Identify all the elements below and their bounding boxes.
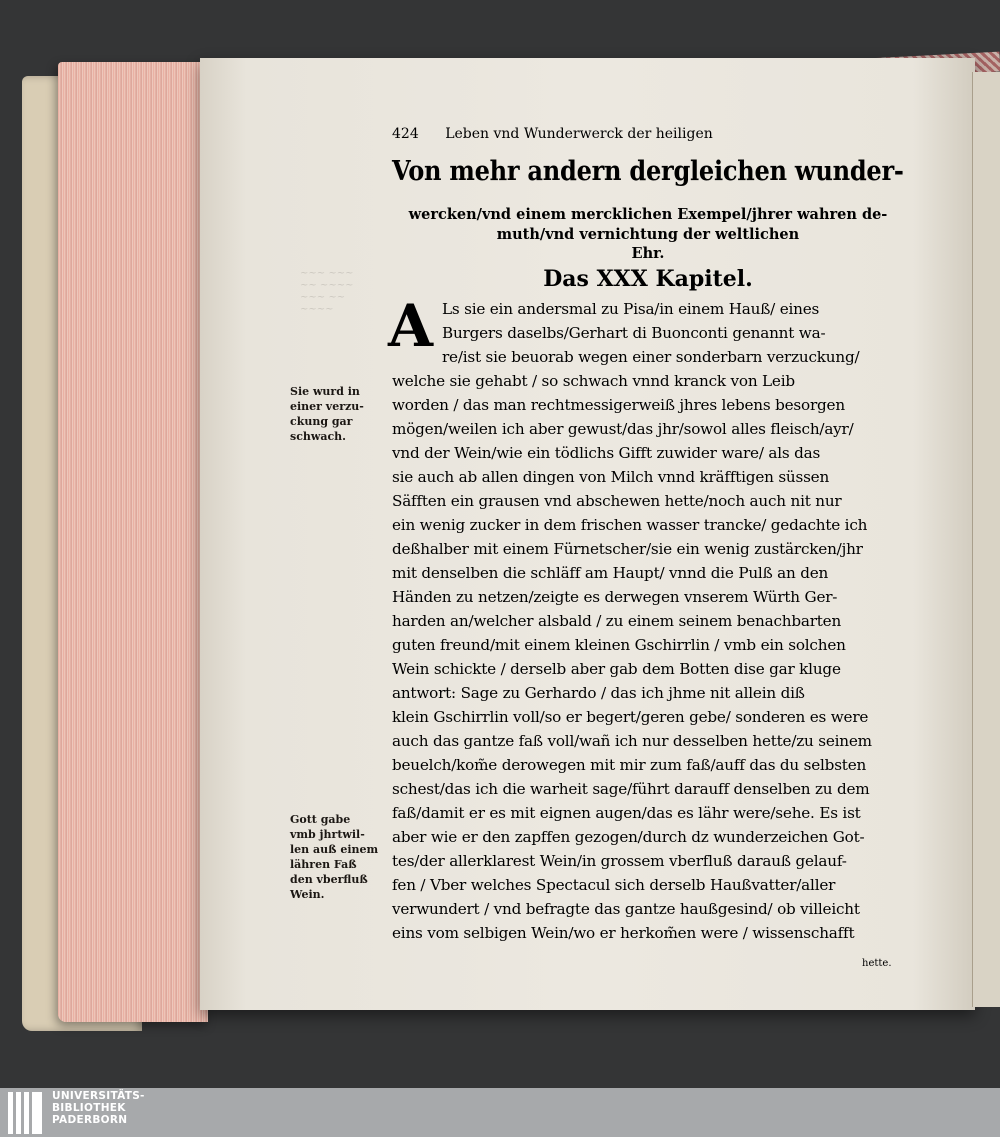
body-line: Wein schickte / derselb aber gab dem Botten dise gar kluge (392, 660, 841, 678)
margin-note-line: Gott gabe (290, 813, 351, 826)
margin-note-line: schwach. (290, 430, 347, 443)
body-line: welche sie gehabt / so schwach vnnd kranck von Leib (392, 372, 795, 390)
page-number: 424 (392, 126, 419, 142)
margin-note-line: einer verzu- (290, 400, 364, 413)
footer-bar (0, 1088, 1000, 1137)
body-line: Säfften ein grausen vnd abschewen hette/noch auch nit nur (392, 492, 842, 510)
margin-note-line: Sie wurd in (290, 385, 360, 398)
body-line: Burgers daselbs/Gerhart di Buonconti genannt wa- (442, 324, 826, 342)
margin-note-2 (290, 812, 386, 902)
running-head (392, 126, 812, 142)
library-name-line-2: BIBLIOTHEK (52, 1102, 126, 1114)
body-line: eins vom selbigen Wein/wo er herkom̃en were / wissenschafft (392, 924, 855, 942)
body-line: re/ist sie beuorab wegen einer sonderbarn verzuckung/ (442, 348, 860, 366)
subtitle-line-1: wercken/vnd einem mercklichen Exempel/jhrer wahren de- (408, 206, 888, 223)
body-line: faß/damit er es mit eignen augen/das es lähr were/sehe. Es ist (392, 804, 861, 822)
library-logo-text (52, 1090, 145, 1126)
body-line: mögen/weilen ich aber gewust/das jhr/sowol alles fleisch/ayr/ (392, 420, 854, 438)
body-line: tes/der allerklarest Wein/in grossem vberfluß darauß gelauf- (392, 852, 847, 870)
body-line: Ls sie ein andersmal zu Pisa/in einem Hauß/ eines (442, 300, 820, 318)
body-line: aber wie er den zapffen gezogen/durch dz wunderzeichen Got- (392, 828, 865, 846)
body-line: deßhalber mit einem Fürnetscher/sie ein wenig zustärcken/jhr (392, 540, 863, 558)
body-line: verwundert / vnd befragte das gantze haußgesind/ ob villeicht (392, 900, 860, 918)
subtitle-line-3: Ehr. (631, 245, 665, 262)
page-edges (58, 62, 208, 1022)
margin-note-1 (290, 384, 386, 444)
margin-note-line: vmb jhrtwil- (290, 828, 365, 841)
library-name-line-1: UNIVERSITÄTS- (52, 1090, 145, 1102)
margin-note-line: lähren Faß (290, 858, 357, 871)
library-name-line-3: PADERBORN (52, 1114, 128, 1126)
margin-note-line: Wein. (290, 888, 325, 901)
running-head-text: Leben vnd Wunderwerck der heiligen (445, 126, 713, 142)
body-line: sie auch ab allen dingen von Milch vnnd kräfftigen süssen (392, 468, 830, 486)
body-line: schest/das ich die warheit sage/führt darauff denselben zu dem (392, 780, 870, 798)
body-line: mit denselben die schläff am Haupt/ vnnd die Pulß an den (392, 564, 829, 582)
body-line: vnd der Wein/wie ein tödlichs Gifft zuwider ware/ als das (392, 444, 821, 462)
margin-note-line: len auß einem (290, 843, 379, 856)
body-line: Händen zu netzen/zeigte es derwegen vnserem Würth Ger- (392, 588, 838, 606)
body-line: guten freund/mit einem kleinen Gschirrlin / vmb ein solchen (392, 636, 846, 654)
body-line: beuelch/kom̃e derowegen mit mir zum faß/auff das du selbsten (392, 756, 867, 774)
show-through: ~~~ ~~~ ~~ ~~~~ ~~~ ~~ ~~~~ (300, 268, 354, 315)
facing-page-edge (972, 72, 1000, 1007)
body-line: ein wenig zucker in dem frischen wasser trancke/ gedachte ich (392, 516, 868, 534)
chapter-heading: Das XXX Kapitel. (543, 266, 753, 292)
body-line: antwort: Sage zu Gerhardo / das ich jhme nit allein diß (392, 684, 805, 702)
subtitle-line-2: muth/vnd vernichtung der weltlichen (496, 226, 800, 243)
margin-note-line: ckung gar (290, 415, 353, 428)
section-title: Von mehr andern dergleichen wunder- (392, 156, 904, 187)
body-line: worden / das man rechtmessigerweiß jhres lebens besorgen (392, 396, 845, 414)
catchword: hette. (862, 958, 892, 969)
library-logo-icon (8, 1092, 48, 1134)
body-line: klein Gschirrlin voll/so er begert/geren gebe/ sonderen es were (392, 708, 869, 726)
drop-cap: A (388, 292, 434, 360)
body-line: fen / Vber welches Spectacul sich derselb Haußvatter/aller (392, 876, 836, 894)
body-line: auch das gantze faß voll/wañ ich nur desselben hette/zu seinem (392, 732, 872, 750)
margin-note-line: den vberfluß (290, 873, 368, 886)
body-line: harden an/welcher alsbald / zu einem seinem benachbarten (392, 612, 842, 630)
